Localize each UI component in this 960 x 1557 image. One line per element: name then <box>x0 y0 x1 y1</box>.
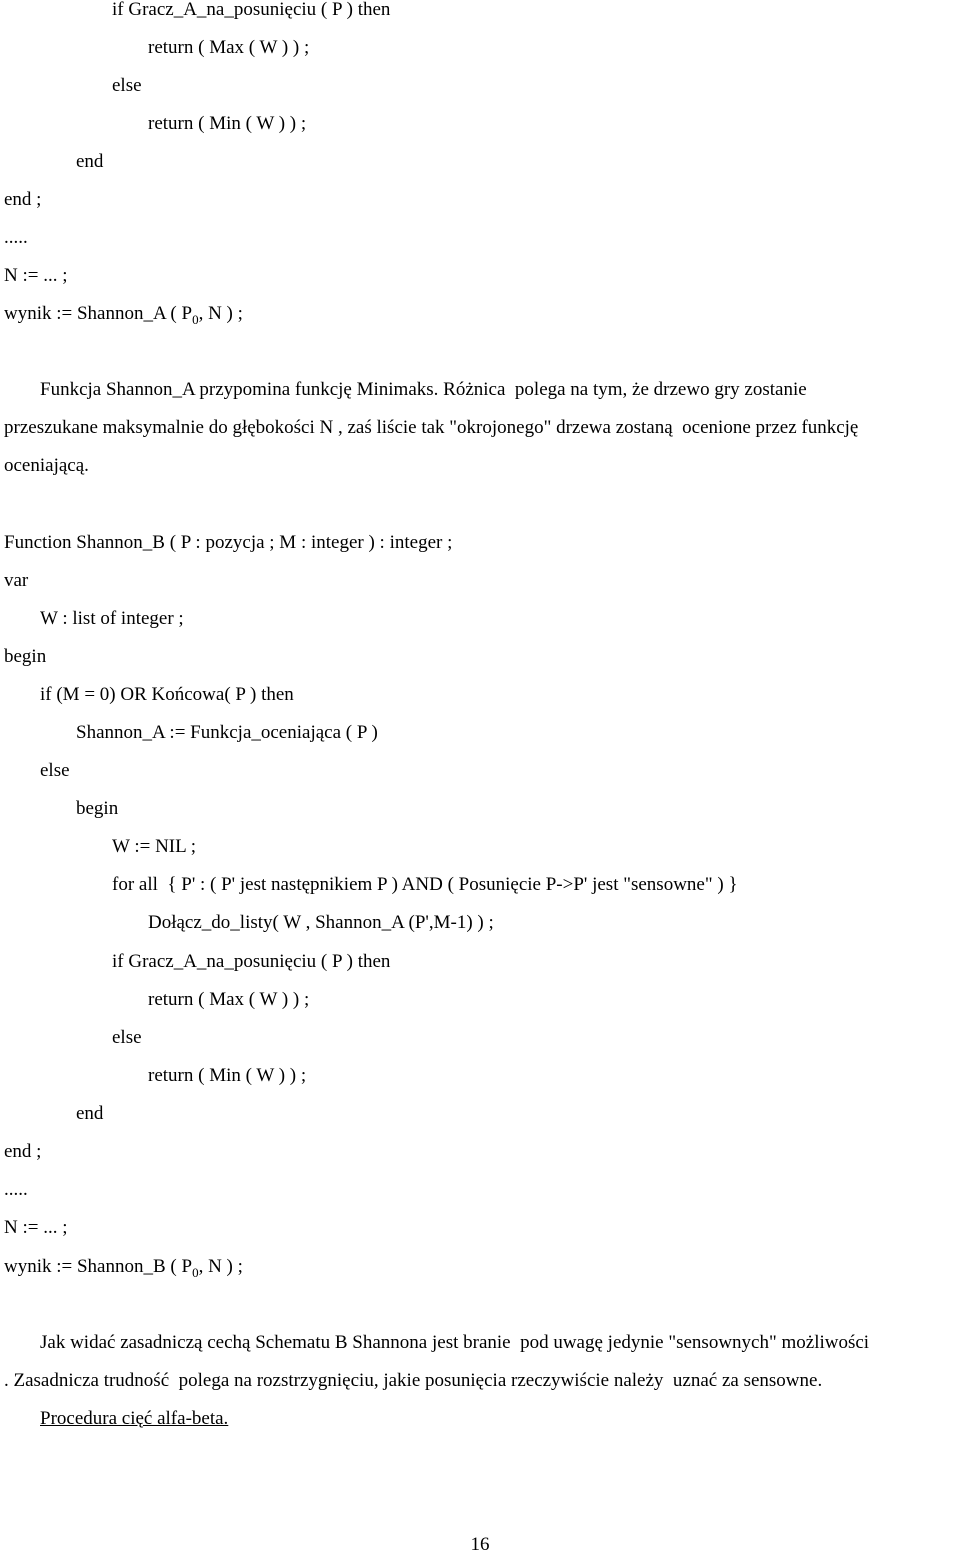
code-line: return ( Max ( W ) ) ; <box>148 37 310 58</box>
paragraph-line: Jak widać zasadniczą cechą Schematu B Shannona jest branie pod uwagę jedynie "sensownych" możliwości <box>40 1332 870 1353</box>
next-section-link[interactable]: Procedura cięć alfa-beta. <box>40 1408 229 1429</box>
code-line: ..... <box>4 227 28 248</box>
code-line: if Gracz_A_na_posunięciu ( P ) then <box>112 951 391 972</box>
code-text: wynik := Shannon_A ( P <box>4 303 193 324</box>
paragraph-line: Funkcja Shannon_A przypomina funkcję Minimaks. Różnica polega na tym, że drzewo gry zostanie <box>40 379 807 400</box>
subscript: 0 <box>192 1265 199 1280</box>
code-text: , N ) ; <box>198 1256 243 1277</box>
code-line: return ( Max ( W ) ) ; <box>148 989 310 1010</box>
code-line: end ; <box>4 189 42 210</box>
page-number: 16 <box>470 1534 490 1555</box>
code-line: return ( Min ( W ) ) ; <box>148 1065 307 1086</box>
code-line: Shannon_A := Funkcja_oceniająca ( P ) <box>76 722 378 743</box>
code-line-result <box>4 1255 243 1285</box>
code-line: end <box>76 1103 104 1124</box>
code-text: wynik := Shannon_B ( P <box>4 1256 193 1277</box>
code-line: end <box>76 151 104 172</box>
code-line: N := ... ; <box>4 265 68 286</box>
paragraph-line: . Zasadnicza trudność polega na rozstrzygnięciu, jakie posunięcia rzeczywiście należy uznać za sensowne. <box>4 1370 823 1391</box>
code-line: ..... <box>4 1179 28 1200</box>
code-line: return ( Min ( W ) ) ; <box>148 113 307 134</box>
code-line: Dołącz_do_listy( W , Shannon_A (P',M-1) ) ; <box>148 912 494 933</box>
code-line: begin <box>4 646 47 667</box>
subscript: 0 <box>192 312 199 327</box>
code-text: , N ) ; <box>198 303 243 324</box>
code-line-result <box>4 302 243 332</box>
paragraph-line: przeszukane maksymalnie do głębokości N , zaś liście tak "okrojonego" drzewa zostaną ocenione przez funkcję <box>4 417 859 438</box>
code-line: begin <box>76 798 119 819</box>
paragraph-line: oceniającą. <box>4 455 89 476</box>
code-line: if Gracz_A_na_posunięciu ( P ) then <box>112 0 391 20</box>
code-line: if (M = 0) OR Końcowa( P ) then <box>40 684 294 705</box>
code-line: else <box>112 1027 142 1048</box>
code-line: end ; <box>4 1141 42 1162</box>
code-line: Function Shannon_B ( P : pozycja ; M : integer ) : integer ; <box>4 532 453 553</box>
code-line: W := NIL ; <box>112 836 197 857</box>
code-line: var <box>4 570 29 591</box>
code-line: N := ... ; <box>4 1217 68 1238</box>
code-line: for all { P' : ( P' jest następnikiem P ) AND ( Posunięcie P->P' jest "sensowne" ) } <box>112 874 738 895</box>
code-line: W : list of integer ; <box>40 608 184 629</box>
code-line: else <box>40 760 70 781</box>
code-line: else <box>112 75 142 96</box>
